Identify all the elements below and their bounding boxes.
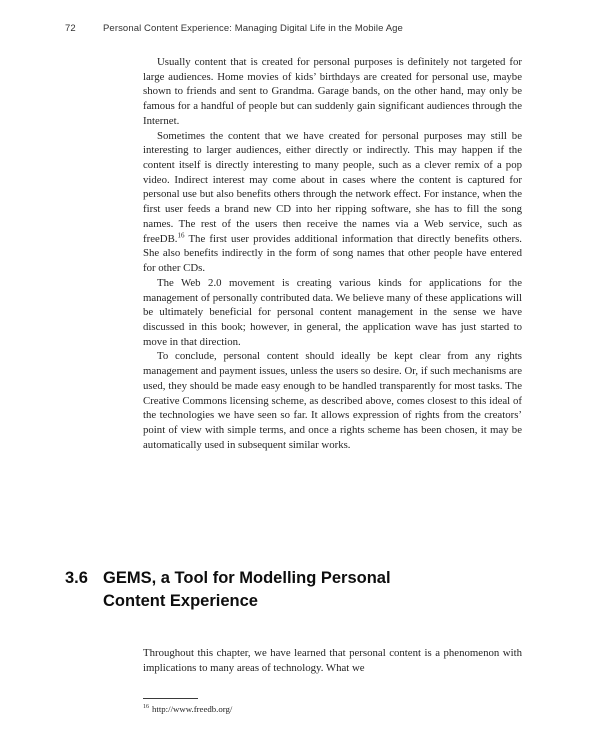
section-heading [65,567,450,613]
running-header [65,23,540,34]
paragraph-1: Usually content that is created for personal purposes is definitely not targeted for large audiences. Home movies of kids’ birthdays are created for personal use, maybe shown to friends and sent to Grandma. Garage bands, on the other hand, may only be famous for a handful of people but can suddenly gain significant audiences through the Internet. [143,56,522,127]
paragraph-2-text-after-ref: The first user provides additional information that directly benefits others. She also benefits indirectly in the form of song names that other people have entered for other CDs. [143,232,522,275]
paragraph-2 [143,129,522,276]
footnote-text [143,704,443,715]
footnote-reference: 16 [177,231,185,240]
section-number: 3.6 [65,569,88,587]
paragraph-2-text-before-ref: Sometimes the content that we have created for personal purposes may still be interesting to larger audiences, either directly or indirectly. This may happen if the content itself is directly interesting to many people, such as a clever remix of a pop video. Indirect interest may come about in cases where the content is captured for personal use but also benefits others through the network effect. For instance, when the first user feeds a brand new CD into her ripping software, she has to fill the song names. The rest of the users then receive the names via a Web service, such as freeDB. [143,129,522,245]
footnote-url: http://www.freedb.org/ [152,704,233,714]
paragraph-4: To conclude, personal content should ideally be kept clear from any rights management and payment issues, unless the users so desire. Or, if such mechanisms are used, they should be made easy enough to be handled transparently for most tasks. The Creative Commons licensing scheme, as described above, comes closest to this ideal of the technologies we have seen so far. It allows expression of rights from the creators’ point of view with simple terms, and once a rights scheme has been chosen, it may be automatically used in subsequent similar works. [143,350,522,451]
footnote-marker: 16 [143,704,149,711]
section-title: GEMS, a Tool for Modelling Personal Content Experience [103,569,391,610]
running-title: Personal Content Experience: Managing Digital Life in the Mobile Age [103,23,403,34]
footnote [143,698,443,715]
footnote-rule [143,698,198,699]
paragraph-3: The Web 2.0 movement is creating various kinds for applications for the management of personally contributed data. We believe many of these applications will be ultimately beneficial for personal content management in the sense we have discussed in this book; however, in general, the application wave has just started to move in that direction. [143,276,522,348]
page-number: 72 [65,23,76,34]
section-first-paragraph: Throughout this chapter, we have learned that personal content is a phenomenon with implications to many areas of technology. What we [143,647,522,674]
body-text-column [143,55,522,567]
